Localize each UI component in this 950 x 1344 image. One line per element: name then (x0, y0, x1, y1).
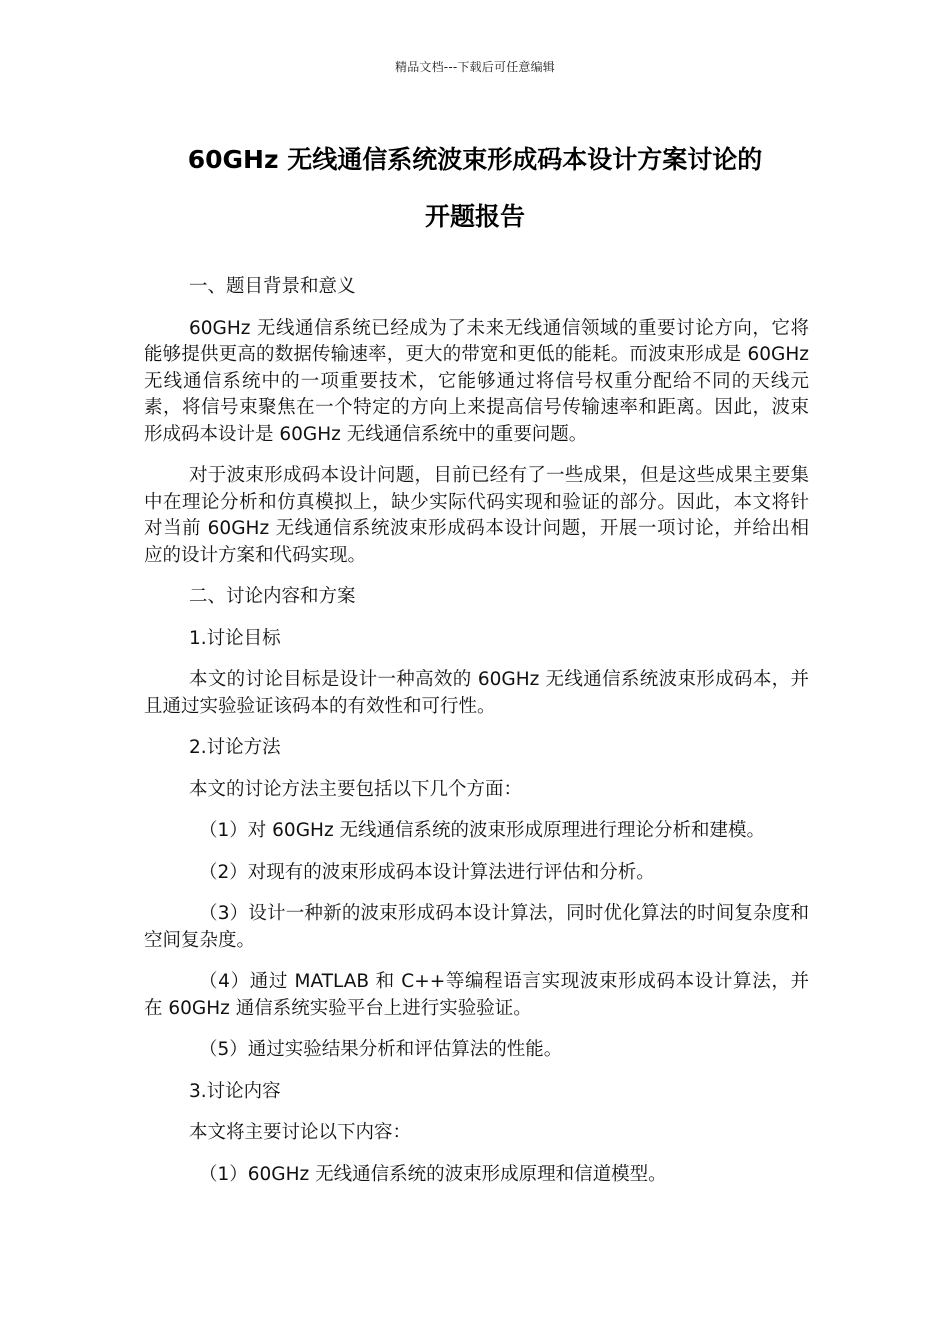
method-item-1: （1）对 60GHz 无线通信系统的波束形成原理进行理论分析和建模。 (199, 820, 766, 841)
subheading-content: 3.讨论内容 (189, 1080, 281, 1102)
subheading-goal: 1.讨论目标 (189, 627, 281, 649)
content-item-1: （1）60GHz 无线通信系统的波束形成原理和信道模型。 (199, 1163, 667, 1185)
method-item-4: （4）通过 MATLAB 和 C++等编程语言实现波束形成码本设计算法，并在 60GHz 通信系统实验平台上进行实验验证。 (144, 971, 809, 1019)
document-title-line-1: 60GHz 无线通信系统波束形成码本设计方案讨论的 (187, 145, 763, 174)
method-item-2: （2）对现有的波束形成码本设计算法进行评估和分析。 (199, 861, 655, 883)
method-item-3: （3）设计一种新的波束形成码本设计算法，同时优化算法的时间复杂度和空间复杂度。 (144, 903, 809, 951)
document-title-line-2: 开题报告 (424, 202, 525, 231)
paragraph-content-intro: 本文将主要讨论以下内容： (189, 1122, 412, 1143)
section-heading-content: 二、讨论内容和方案 (189, 586, 356, 607)
section-heading-background: 一、题目背景和意义 (189, 276, 356, 297)
document-body (144, 274, 809, 1188)
paragraph-goal: 本文的讨论目标是设计一种高效的 60GHz 无线通信系统波束形成码本，并且通过实验验证该码本的有效性和可行性。 (144, 669, 809, 717)
subheading-method: 2.讨论方法 (189, 737, 281, 758)
method-item-5: （5）通过实验结果分析和评估算法的性能。 (199, 1039, 563, 1060)
paragraph-current-state: 对于波束形成码本设计问题，目前已经有了一些成果，但是这些成果主要集中在理论分析和仿真模拟上，缺少实际代码实现和验证的部分。因此，本文将针对当前 60GHz 无线通信系统波束形成码本设计问题，开展一项讨论，并给出相应的设计方案和代码实现。 (144, 465, 809, 566)
paragraph-background: 60GHz 无线通信系统已经成为了未来无线通信领域的重要讨论方向，它将能够提供更高的数据传输速率，更大的带宽和更低的能耗。而波束形成是 60GHz 无线通信系统中的一项重要技术，它能够通过将信号权重分配给不同的天线元素，将信号束聚焦在一个特定的方向上来提高信号传输速率和距离。因此，波束形成码本设计是 60GHz 无线通信系统中的重要问题。 (144, 317, 809, 445)
header-note: 精品文档---下载后可任意编辑 (395, 60, 555, 74)
paragraph-method-intro: 本文的讨论方法主要包括以下几个方面： (189, 778, 523, 800)
